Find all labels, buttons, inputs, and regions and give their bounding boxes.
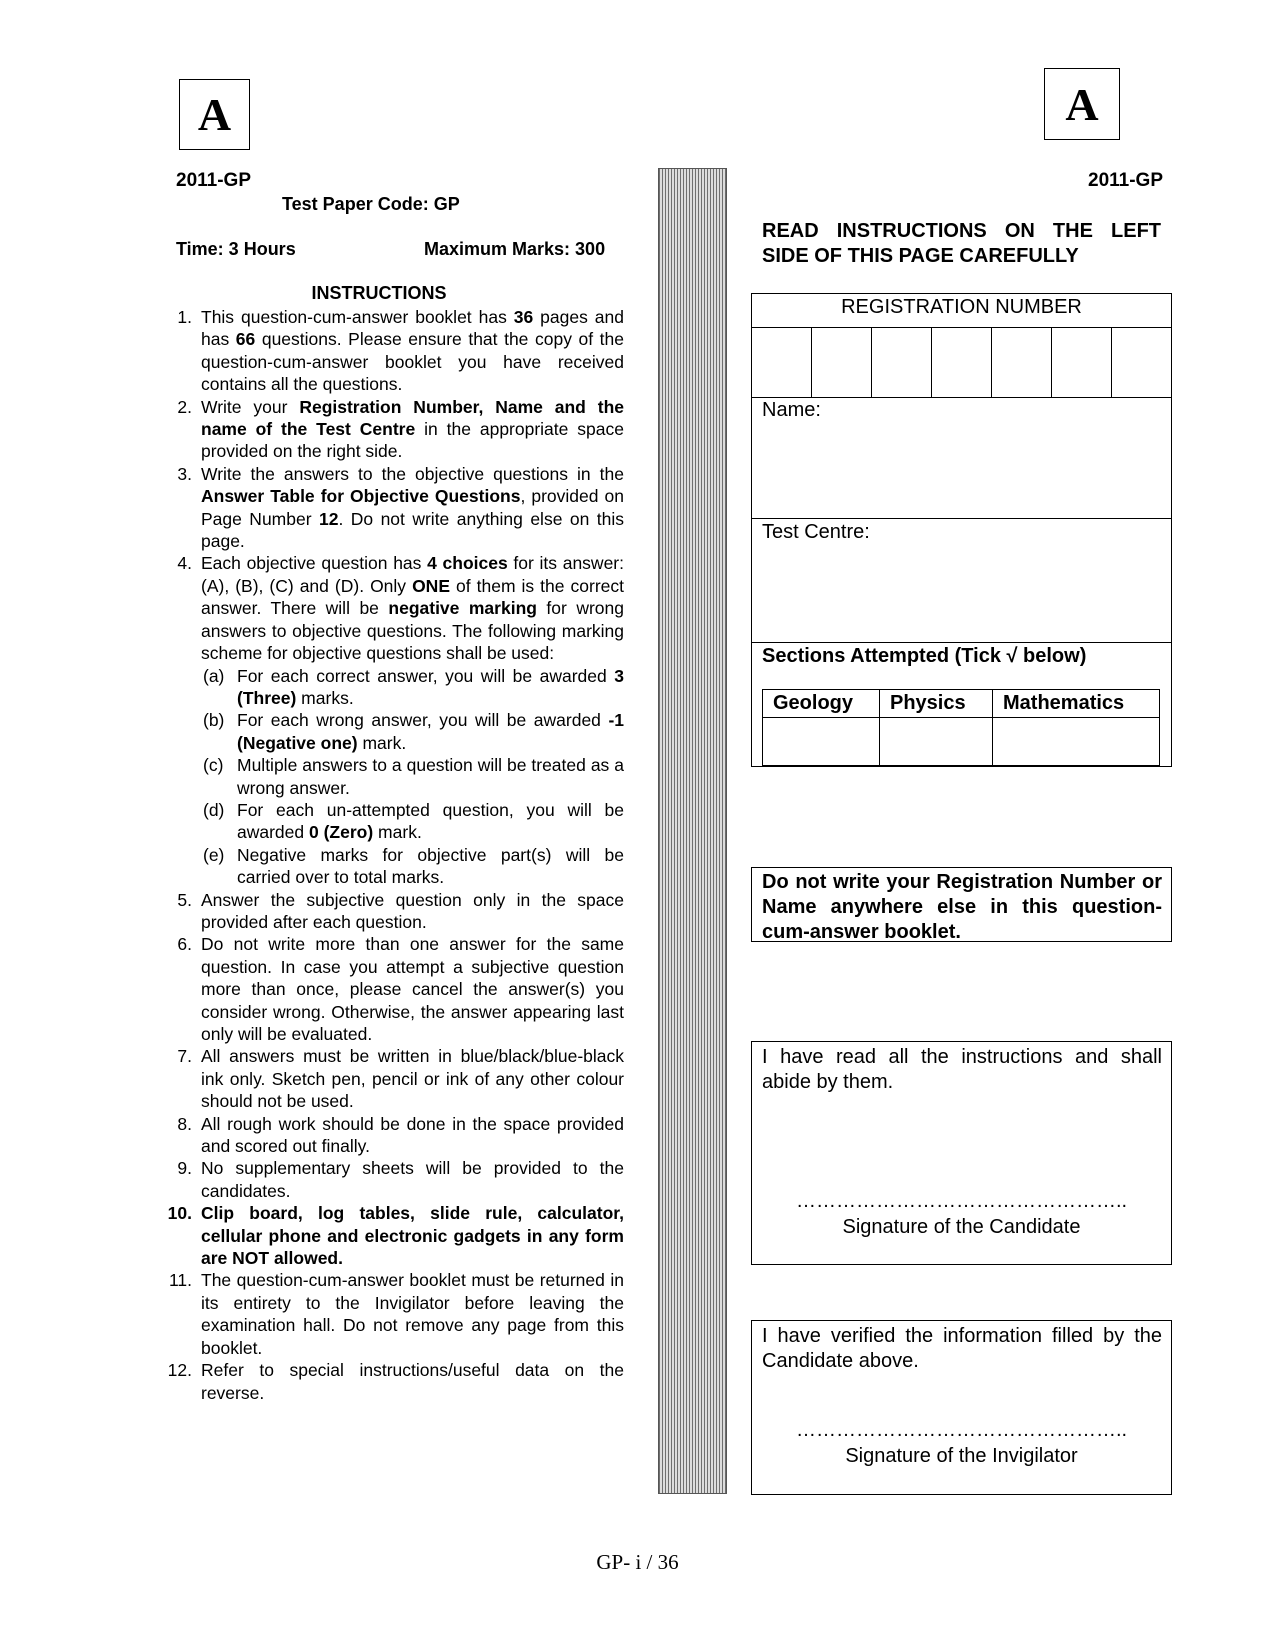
marking-scheme-text: -1 (Negative one) (237, 710, 624, 753)
instruction-item (166, 1359, 624, 1404)
instruction-text: 66 (235, 329, 256, 350)
reg-digit-cell[interactable] (992, 327, 1052, 397)
instruction-text: 36 (513, 307, 534, 327)
instruction-item (166, 1202, 624, 1269)
section-physics-tick[interactable] (880, 718, 993, 766)
instruction-text: . Do not write anything else on this page. (201, 508, 624, 552)
instruction-item (166, 1045, 624, 1112)
set-letter-right: A (1065, 78, 1099, 130)
read-instructions-notice: READ INSTRUCTIONS ON THE LEFT SIDE OF THIS PAGE CAREFULLY (762, 220, 1161, 267)
instructions-list (166, 306, 624, 1404)
marking-scheme-label: (e) (203, 844, 225, 865)
set-code-box-right (1044, 68, 1120, 140)
instruction-text: All rough work should be done in the space provided and scored out finally. (201, 1113, 624, 1157)
instruction-text: , provided on Page Number (201, 486, 624, 529)
reg-digit-cell[interactable] (1112, 327, 1171, 397)
invigilator-signature-line: ………………………………………….. (795, 1419, 1128, 1441)
invigilator-signature-label: Signature of the Invigilator (845, 1445, 1078, 1467)
binding-spine (658, 168, 727, 1494)
marking-scheme-list (201, 665, 624, 889)
marking-scheme-text: For each un-attempted question, you will be awarded (237, 799, 624, 843)
sections-table (762, 689, 1160, 766)
candidate-signature-label: Signature of the Candidate (842, 1216, 1081, 1238)
instruction-number: 6. (177, 934, 192, 955)
test-centre-field[interactable] (752, 544, 1171, 639)
section-geology-header: Geology (763, 690, 880, 718)
section-geology-tick[interactable] (763, 718, 880, 766)
max-marks-label: Maximum Marks: 300 (424, 239, 606, 259)
instruction-text: for wrong answers to objective questions. The following marking scheme for objective questions shall be used: (201, 598, 624, 664)
candidate-info-frame (751, 293, 1172, 767)
marking-scheme-label: (a) (203, 665, 225, 686)
instruction-text: questions. Please ensure that the copy of the question-cum-answer booklet you have received contains all the questions. (201, 329, 625, 395)
test-centre-label: Test Centre: (762, 521, 870, 543)
instruction-item (166, 933, 624, 1045)
name-label: Name: (762, 399, 821, 421)
marking-scheme-label: (c) (203, 755, 224, 776)
reg-digit-cell[interactable] (1052, 327, 1112, 397)
instruction-text: Registration Number, Name and the name of the Test Centre (201, 396, 624, 440)
instruction-text: Do not write more than one answer for the same question. In case you attempt a subjective question more than once, please cancel the answer(s) you consider wrong. Otherwise, the answer appearing last only will be evaluated. (201, 934, 624, 1044)
warning-box (751, 867, 1172, 942)
instruction-text: of them is the correct answer. There will be (201, 575, 624, 619)
instruction-item (166, 1157, 624, 1202)
registration-cells (752, 327, 1171, 397)
test-paper-code: Test Paper Code: GP (282, 194, 460, 214)
marking-scheme-item (201, 709, 624, 754)
section-physics-header: Physics (880, 690, 993, 718)
instruction-number: 3. (177, 463, 192, 484)
instruction-text: All answers must be written in blue/black/blue-black ink only. Sketch pen, pencil or ink of any other colour should not be used. (201, 1046, 624, 1112)
paper-id-left: 2011-GP (176, 170, 251, 191)
marking-scheme-text: 3 (Three) (237, 665, 624, 708)
instruction-text: Each objective question has (201, 553, 428, 574)
instructions-title: INSTRUCTIONS (311, 283, 447, 303)
paper-id-right: 2011-GP (1088, 170, 1163, 191)
candidate-declaration-box (751, 1041, 1172, 1265)
time-label: Time: 3 Hours (176, 239, 296, 259)
instruction-text: Clip board, log tables, slide rule, calculator, cellular phone and electronic gadgets in any form are NOT allowed. (201, 1203, 624, 1269)
instruction-number: 2. (177, 396, 192, 417)
instruction-text: This question-cum-answer booklet has (201, 307, 514, 327)
instruction-text: in the appropriate space provided on the right side. (201, 419, 624, 462)
instruction-number: 4. (177, 553, 192, 574)
warning-text: Do not write your Registration Number or Name anywhere else in this question-cum-answer booklet. (762, 871, 1162, 943)
instruction-text: Answer the subjective question only in the space provided after each question. (201, 889, 624, 932)
reg-digit-cell[interactable] (752, 327, 812, 397)
instruction-item (166, 306, 624, 396)
instruction-number: 12. (167, 1360, 192, 1381)
marking-scheme-text: mark. (357, 732, 407, 753)
instruction-number: 1. (177, 307, 192, 327)
instruction-number: 5. (177, 889, 192, 910)
marking-scheme-text: mark. (373, 822, 422, 843)
marking-scheme-text: Negative marks for objective part(s) will be carried over to total marks. (237, 844, 624, 888)
set-code-box-left (179, 79, 250, 150)
invigilator-declaration-box (751, 1320, 1172, 1495)
instruction-number: 8. (177, 1113, 192, 1134)
candidate-signature-line: ………………………………………….. (795, 1190, 1128, 1212)
marking-scheme-item (201, 754, 624, 799)
instruction-item (166, 396, 624, 463)
marking-scheme-text: For each wrong answer, you will be awarded (237, 710, 609, 731)
reg-digit-cell[interactable] (812, 327, 872, 397)
instruction-text: 12 (319, 508, 339, 529)
reg-digit-cell[interactable] (932, 327, 992, 397)
marking-scheme-text: marks. (296, 687, 354, 708)
registration-label: REGISTRATION NUMBER (841, 296, 1082, 318)
marking-scheme-item (201, 844, 624, 889)
marking-scheme-item (201, 665, 624, 710)
instruction-item (166, 1113, 624, 1158)
page-number-footer: GP- i / 36 (596, 1550, 679, 1574)
reg-digit-cell[interactable] (872, 327, 932, 397)
instruction-item (166, 463, 624, 553)
instruction-text: Write the answers to the objective questions in the (201, 463, 624, 484)
instruction-text: No supplementary sheets will be provided to the candidates. (201, 1158, 624, 1201)
set-letter-left: A (197, 89, 232, 140)
instruction-text: ONE (412, 575, 450, 596)
marking-scheme-label: (b) (203, 710, 225, 731)
invigilator-statement: I have verified the information filled by the Candidate above. (762, 1325, 1162, 1372)
instruction-text: 4 choices (427, 553, 508, 574)
instruction-text: The question-cum-answer booklet must be returned in its entirety to the Invigilator before leaving the examination hall. Do not remove any page from this booklet. (201, 1270, 624, 1358)
section-mathematics-header: Mathematics (993, 690, 1160, 718)
instruction-number: 9. (177, 1158, 192, 1179)
section-mathematics-tick[interactable] (993, 718, 1160, 766)
instruction-number: 11. (168, 1270, 192, 1291)
marking-scheme-label: (d) (203, 799, 225, 820)
marking-scheme-text: Multiple answers to a question will be treated as a wrong answer. (237, 755, 624, 798)
marking-scheme-text: For each correct answer, you will be awarded (237, 665, 615, 686)
instruction-text: pages and has (201, 307, 624, 350)
instruction-item (166, 1269, 624, 1359)
instruction-text: Refer to special instructions/useful data on the reverse. (201, 1360, 624, 1403)
instruction-text: negative marking (388, 598, 537, 619)
instruction-item (166, 889, 624, 934)
instruction-number: 10. (167, 1203, 192, 1224)
marking-scheme-text: 0 (Zero) (309, 822, 374, 843)
instruction-item (166, 552, 624, 888)
instruction-text: for its answer: (A), (B), (C) and (D). Only (201, 553, 624, 596)
marking-scheme-item (201, 799, 624, 844)
sections-attempted-label: Sections Attempted (Tick √ below) (762, 645, 1087, 667)
instruction-text: Answer Table for Objective Questions (201, 486, 521, 507)
instruction-text: Write your (201, 396, 300, 417)
instruction-number: 7. (177, 1046, 192, 1067)
candidate-statement: I have read all the instructions and shall abide by them. (762, 1046, 1162, 1093)
name-field[interactable] (752, 420, 1171, 516)
